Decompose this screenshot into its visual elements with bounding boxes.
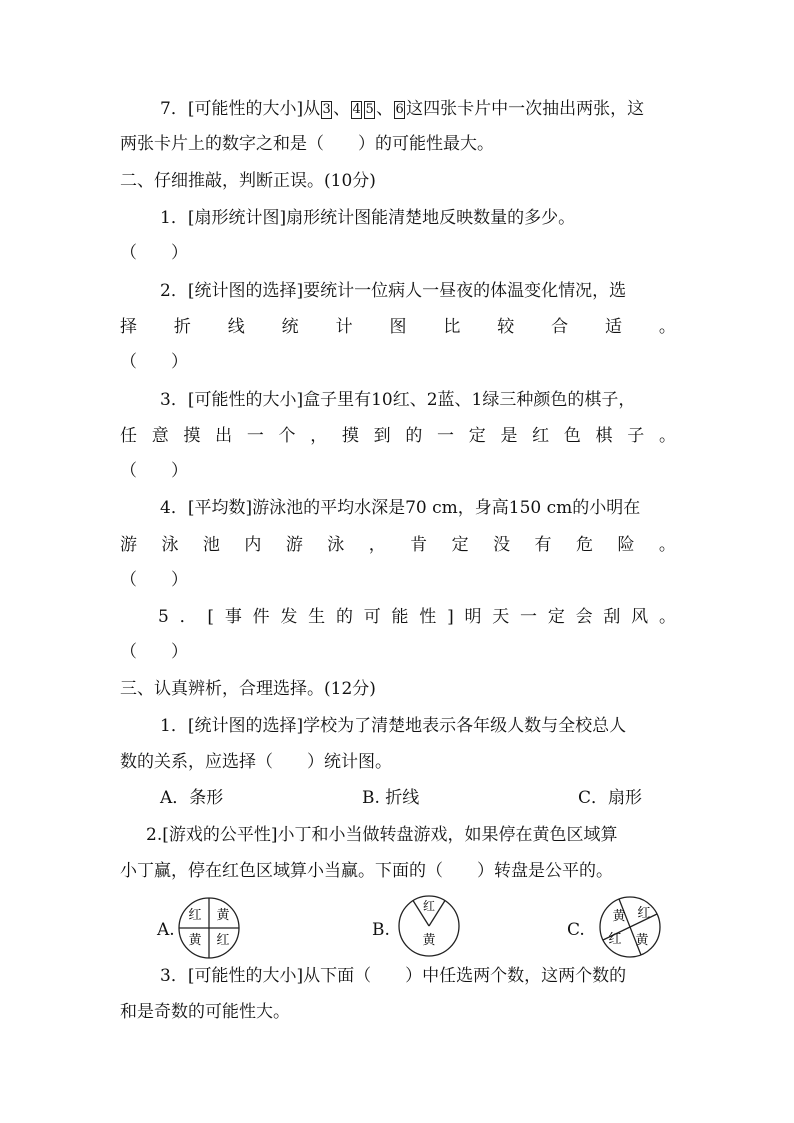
number-card: 3	[322, 101, 331, 117]
char: 图	[389, 317, 407, 337]
number-card: 5	[365, 101, 374, 117]
char: 有	[534, 535, 552, 555]
char: 定	[451, 535, 469, 555]
char: 一	[246, 426, 264, 446]
section3-heading: 三、认真辨析，合理选择。(12分)	[120, 679, 376, 699]
char: 性	[419, 607, 437, 627]
spinner-a-sector-tl: 红	[188, 908, 202, 923]
q7-line1	[160, 97, 644, 121]
char: 较	[497, 317, 515, 337]
spinner-c	[598, 895, 662, 959]
char: 肯	[410, 535, 428, 555]
char: 的	[335, 607, 353, 627]
char: 。	[658, 317, 676, 337]
s2-item4-bracket: （ ）	[120, 570, 188, 590]
char: 比	[443, 317, 461, 337]
s2-item1-bracket: （ ）	[120, 243, 188, 263]
char: 风	[631, 607, 649, 627]
spinner-c-sector-bottom-right: 黄	[635, 933, 649, 948]
s3-q1-option-c: C．扇形	[578, 788, 643, 808]
char: 统	[281, 317, 299, 337]
char: ]	[447, 607, 454, 627]
s3-q2-line1: 2.[游戏的公平性]小丁和小当做转盘游戏，如果停在黄色区域算	[146, 825, 618, 845]
q7-text-start: 7．[可能性的大小]从	[160, 99, 321, 119]
q7-text-end: 这四张卡片中一次抽出两张，这	[406, 99, 645, 119]
s2-item1-line1: 1．[扇形统计图]扇形统计图能清楚地反映数量的多少。	[160, 208, 576, 228]
char: 生	[308, 607, 326, 627]
char: 线	[227, 317, 245, 337]
char: 任	[120, 426, 137, 446]
char: 件	[252, 607, 270, 627]
spinner-b-sector-red: 红	[422, 899, 436, 913]
s3-q1-option-b: B. 折线	[362, 788, 420, 808]
char: 泳	[161, 535, 179, 555]
char: 能	[391, 607, 409, 627]
char: ．	[179, 607, 197, 627]
char: 到	[373, 426, 391, 446]
char: ，	[368, 535, 386, 555]
char: 险	[617, 535, 635, 555]
s2-item3-line1: 3．[可能性的大小]盒子里有10红、2蓝、1绿三种颜色的棋子，	[160, 390, 636, 410]
char: 一	[520, 607, 538, 627]
separator: 、	[376, 99, 394, 119]
char: 可	[363, 607, 381, 627]
s2-item3-bracket: （ ）	[120, 461, 188, 481]
s2-item2-line1: 2．[统计图的选择]要统计一位病人一昼夜的体温变化情况，选	[160, 281, 627, 301]
spinner-a-sector-br: 红	[216, 933, 230, 948]
s3-q2-option-b-label: B.	[372, 920, 390, 940]
s2-item5-bracket: （ ）	[120, 642, 188, 662]
spinner-c-sector-top-right: 红	[637, 906, 651, 921]
char: 出	[215, 426, 233, 446]
char: 5	[158, 607, 169, 627]
s2-item5-line1	[158, 605, 676, 629]
char: 摸	[341, 426, 359, 446]
char: 事	[224, 607, 242, 627]
s3-q1-option-a: A．条形	[160, 788, 224, 808]
section2-heading: 二、仔细推敲，判断正误。(10分)	[120, 171, 376, 191]
spinner-a-sector-tr: 黄	[216, 908, 230, 923]
s2-item2-bracket: （ ）	[120, 352, 188, 372]
q7-line2: 两张卡片上的数字之和是（ ）的可能性最大。	[120, 134, 494, 154]
s2-item4-line2	[120, 533, 676, 557]
s3-q2-option-a-label: A.	[157, 920, 175, 940]
char: 红	[532, 426, 550, 446]
char: 泳	[327, 535, 345, 555]
s3-q1-line2: 数的关系，应选择（ ）统计图。	[120, 752, 392, 772]
char: 计	[335, 317, 353, 337]
s2-item2-line2	[120, 315, 676, 339]
char: 个	[278, 426, 296, 446]
s3-q3-line2: 和是奇数的可能性大。	[120, 1002, 290, 1022]
number-card: 4	[352, 101, 361, 117]
char: 一	[437, 426, 455, 446]
spinner-b	[397, 894, 461, 958]
number-card: 6	[395, 101, 404, 117]
char: 子	[627, 426, 645, 446]
char: 危	[575, 535, 593, 555]
char: [	[207, 607, 215, 627]
spinner-c-sector-bottom-left: 红	[608, 932, 622, 947]
s3-q1-line1: 1．[统计图的选择]学校为了清楚地表示各年级人数与全校总人	[160, 716, 627, 736]
char: 没	[493, 535, 511, 555]
char: 天	[492, 607, 510, 627]
char: 的	[405, 426, 423, 446]
char: 游	[285, 535, 303, 555]
char: 择	[120, 317, 137, 337]
char: 适	[605, 317, 623, 337]
spinner-a-sector-bl: 黄	[188, 933, 202, 948]
char: 明	[464, 607, 482, 627]
char: 摸	[183, 426, 201, 446]
char: 刮	[603, 607, 621, 627]
char: 。	[658, 426, 676, 446]
char: 意	[151, 426, 169, 446]
char: 色	[563, 426, 581, 446]
char: 池	[202, 535, 220, 555]
spinner-c-sector-top-left: 黄	[612, 909, 626, 924]
char: 游	[120, 535, 137, 555]
char: 定	[468, 426, 486, 446]
char: 。	[658, 535, 676, 555]
char: ，	[310, 426, 328, 446]
separator: 、	[333, 99, 351, 119]
char: 折	[173, 317, 191, 337]
s3-q2-option-c-label: C.	[567, 920, 585, 940]
spinner-a	[177, 896, 241, 960]
s2-item3-line2	[120, 424, 676, 448]
s3-q3-line1: 3．[可能性的大小]从下面（ ）中任选两个数，这两个数的	[160, 966, 627, 986]
spinner-b-sector-yellow: 黄	[422, 933, 436, 948]
s3-q2-line2: 小丁赢，停在红色区域算小当赢。下面的（ ）转盘是公平的。	[120, 861, 613, 881]
char: 合	[551, 317, 569, 337]
char: 。	[658, 607, 676, 627]
char: 会	[575, 607, 593, 627]
s2-item4-line1: 4．[平均数]游泳池的平均水深是70 cm，身高150 cm的小明在	[160, 498, 641, 518]
char: 棋	[595, 426, 613, 446]
char: 内	[244, 535, 262, 555]
char: 定	[547, 607, 565, 627]
char: 是	[500, 426, 518, 446]
char: 发	[280, 607, 298, 627]
